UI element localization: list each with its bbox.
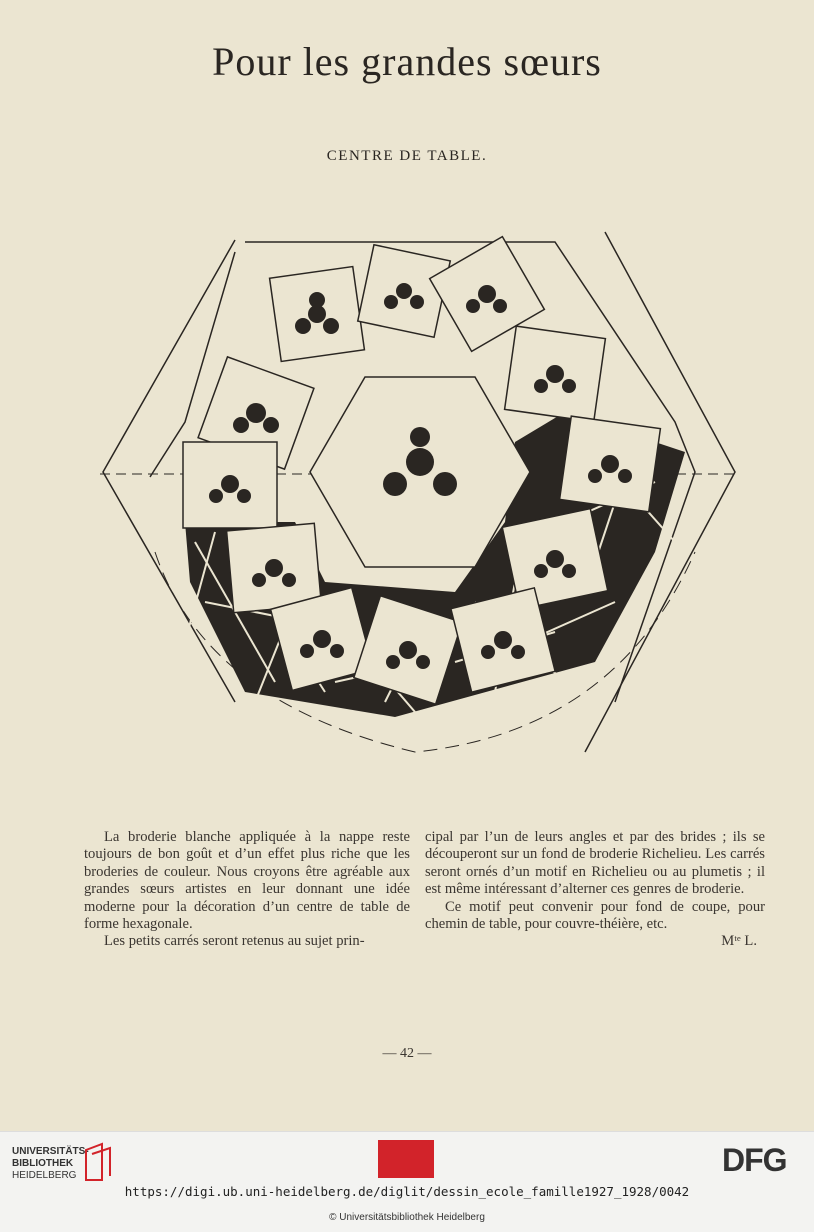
library-name-line: HEIDELBERG — [12, 1170, 77, 1181]
permalink[interactable]: https://digi.ub.uni-heidelberg.de/diglit/dessin_ecole_famille1927_1928/0042 — [124, 1184, 690, 1199]
library-name-line: BIBLIOTHEK — [12, 1158, 74, 1169]
paragraph: La broderie blanche appliquée à la nappe reste toujours de bon goût et d’un effet plus riche que les broderies de couleur. Nous croyons être agréable aux grandes sœurs artistes en leur donnant une idée moderne pour la décoration d’un centre de table de forme hexagonale. — [84, 829, 410, 933]
embroidery-illustration — [95, 222, 745, 762]
signature: Mᵗᵉ L. — [721, 933, 757, 950]
page-number: — 42 — — [382, 1046, 432, 1061]
viewer-footer — [0, 1131, 814, 1232]
collection-badge-icon[interactable] — [378, 1140, 434, 1178]
text-column-left — [84, 829, 410, 951]
paragraph: Les petits carrés seront retenus au sujet prin- — [104, 933, 365, 950]
library-emblem-icon — [84, 1142, 114, 1182]
paragraph: Ce motif peut convenir pour fond de coupe, pour chemin de table, pour couvre-théière, etc. — [425, 898, 765, 933]
library-name-line: UNIVERSITÄTS- — [12, 1146, 89, 1157]
text-column-right — [425, 829, 765, 951]
copyright-notice: © Universitätsbibliothek Heidelberg — [329, 1212, 485, 1223]
page-title: Pour les grandes sœurs — [212, 39, 602, 84]
figure-subtitle: CENTRE DE TABLE. — [326, 148, 488, 164]
library-logo[interactable] — [12, 1146, 89, 1182]
dfg-logo[interactable]: DFG — [722, 1142, 787, 1178]
paragraph: cipal par l’un de leurs angles et par des brides ; ils se découperont sur un fond de broderie Richelieu. Les carrés seront ornés d’un motif en Richelieu ou au plumetis ; il est même intéressant d’alterner ces genres de broderie. — [425, 829, 765, 898]
